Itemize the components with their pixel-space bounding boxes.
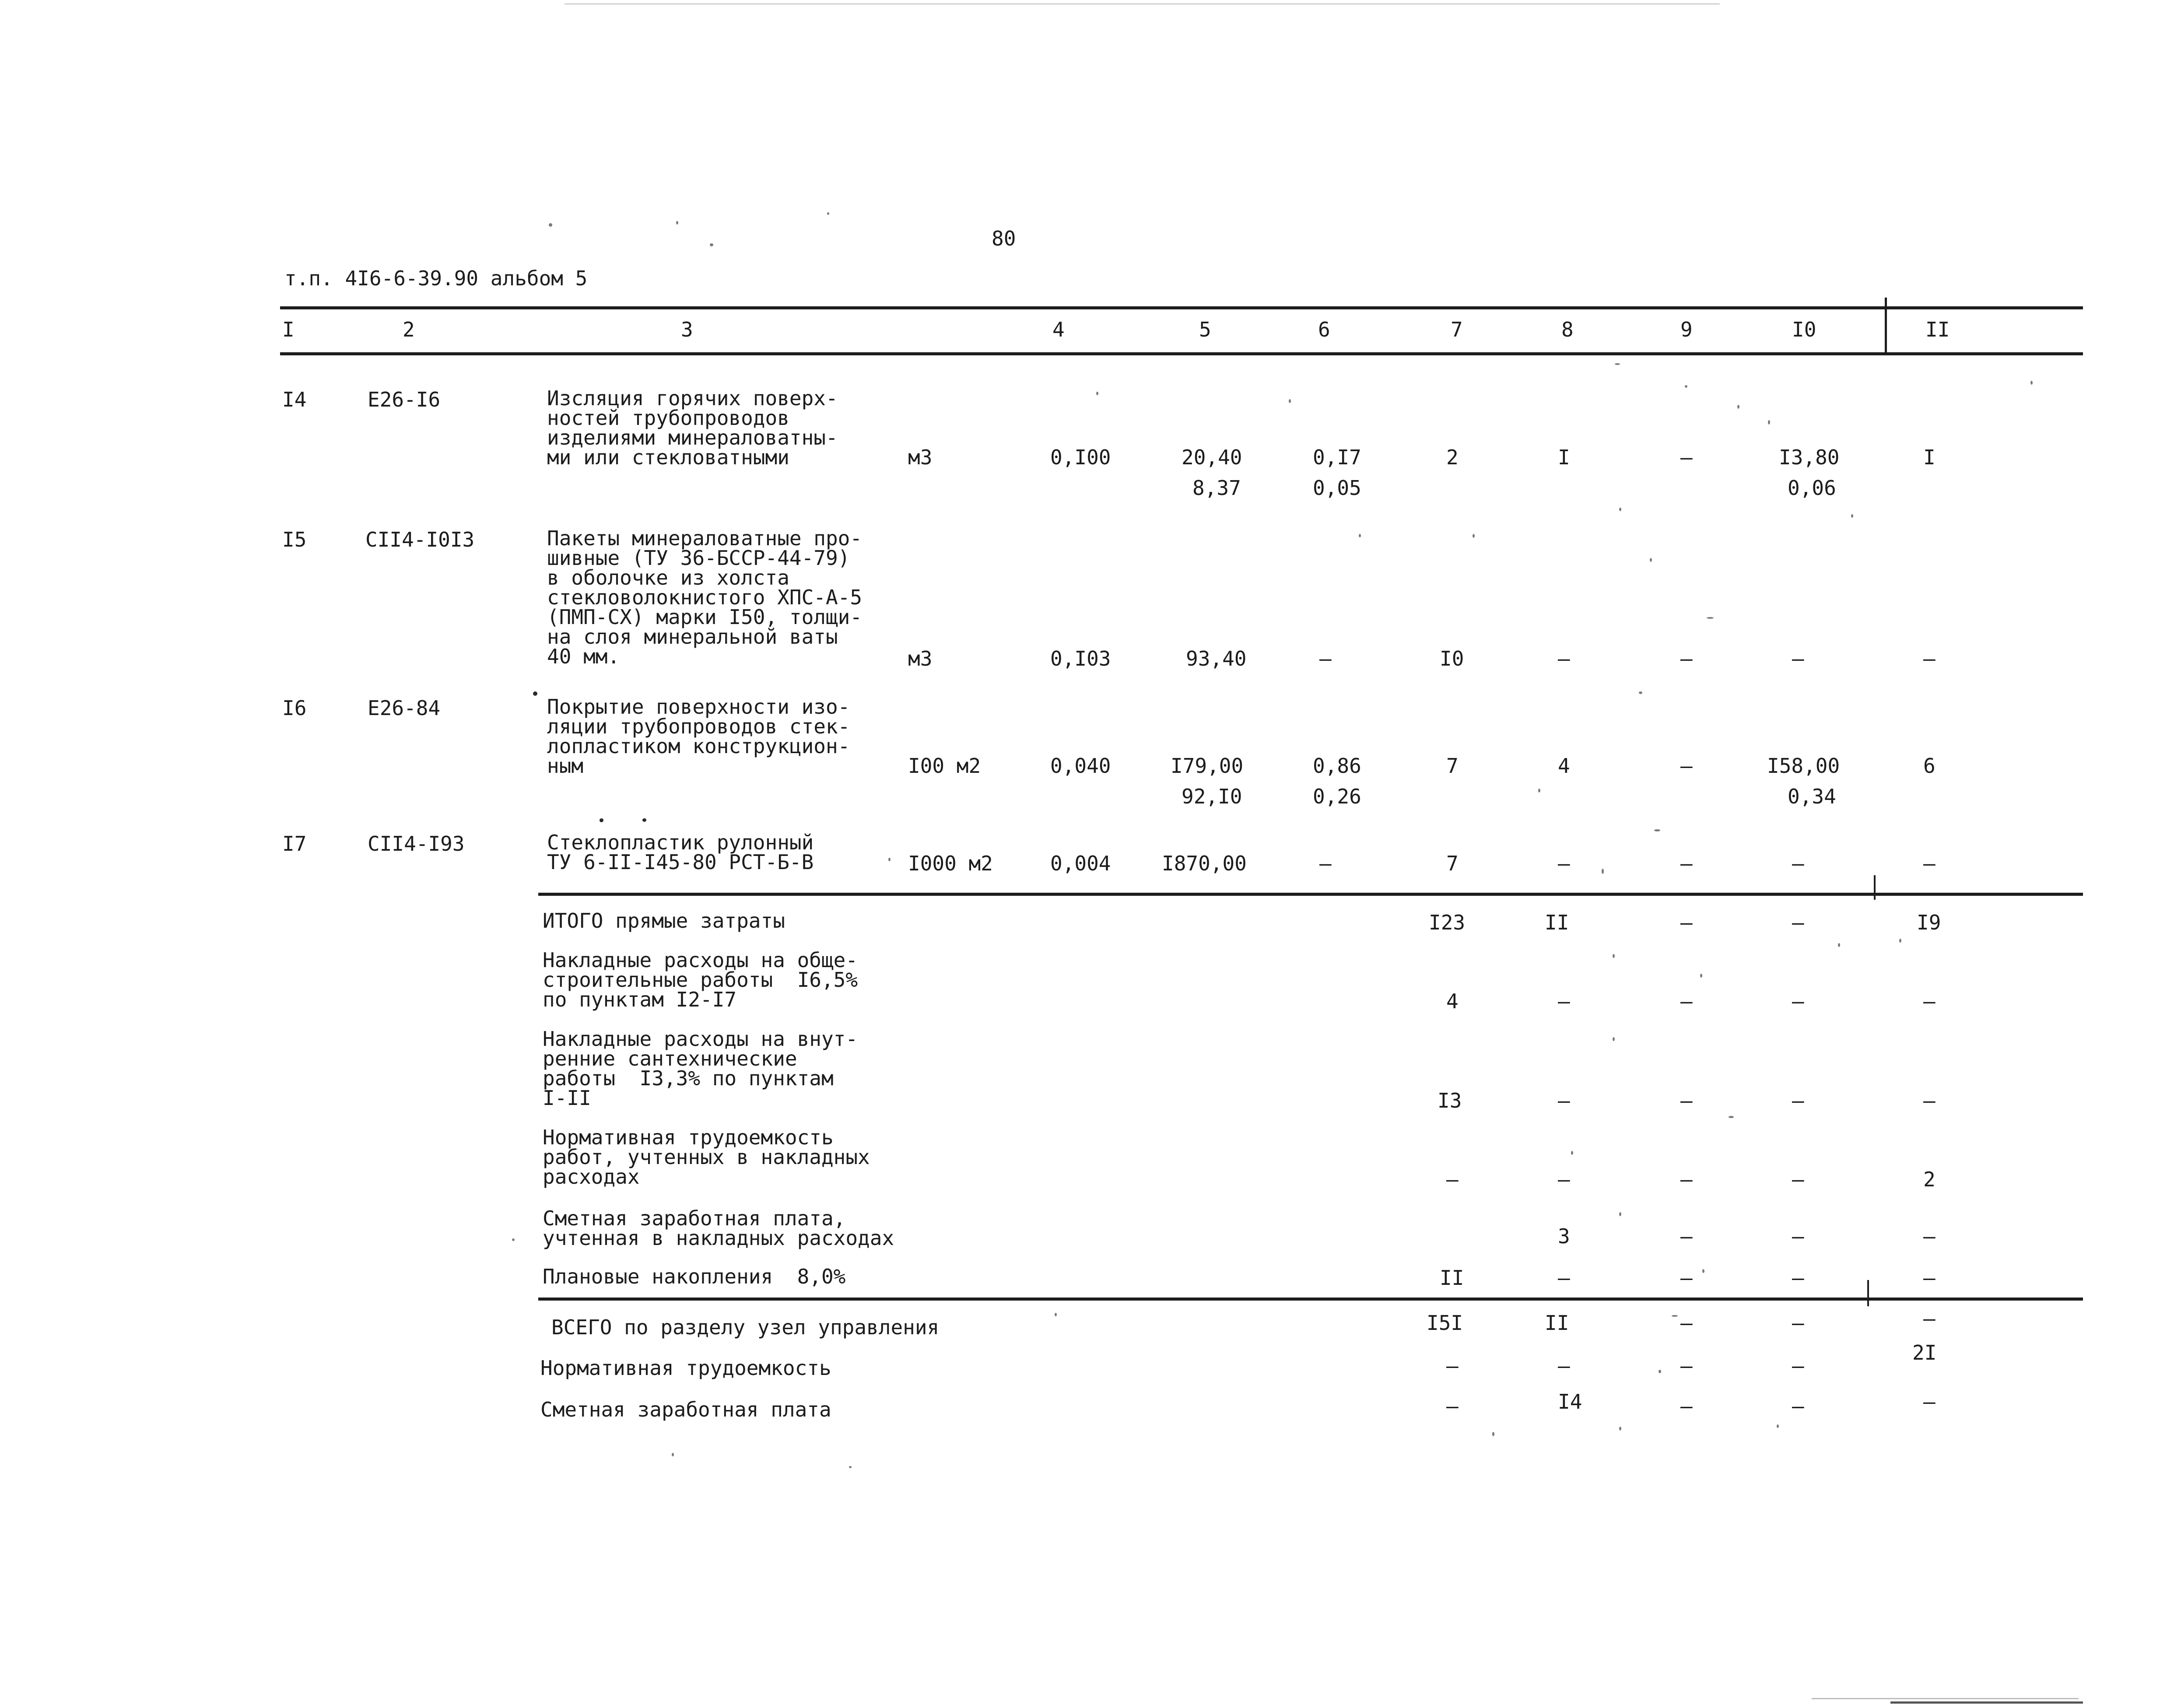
col-8-value: I: [1558, 445, 1570, 469]
scan-speck: [827, 212, 829, 215]
scan-speck: [1659, 1370, 1661, 1373]
col-11-value: –: [1923, 852, 1936, 875]
scan-speck: [1777, 1424, 1779, 1428]
scan-speck: [600, 818, 603, 822]
summary-label: Нормативная трудоемкость работ, учтенных в накладных расходах: [543, 1126, 870, 1189]
scan-edge-bottom: [1812, 1698, 2079, 1699]
col-8-value: II: [1545, 1311, 1569, 1335]
scan-speck: [1571, 1151, 1573, 1155]
summary-label: Накладные расходы на внут- ренние сантехнические работы I3,3% по пунктам I-II: [543, 1027, 858, 1110]
col-10-sub-value: 0,34: [1788, 785, 1836, 808]
col-8-value: –: [1558, 1354, 1570, 1378]
total-label: Нормативная трудоемкость: [540, 1356, 831, 1380]
col-header-3: 3: [681, 318, 693, 341]
col-8-value: 4: [1558, 754, 1570, 778]
col-9-value: –: [1680, 1394, 1693, 1418]
col-11-value: –: [1923, 989, 1936, 1013]
quantity: 0,I03: [1050, 647, 1111, 670]
scan-edge-bottom-dark: [1890, 1701, 2083, 1704]
scan-speck: [1613, 1037, 1615, 1041]
col-10-value: –: [1792, 647, 1804, 670]
tick-mark-2: [1867, 1280, 1869, 1306]
col-8-value: –: [1558, 1168, 1570, 1191]
col-8-value: I4: [1558, 1390, 1582, 1413]
total-label: ВСЕГО по разделу узел управления: [551, 1315, 940, 1339]
col-9-value: –: [1680, 1168, 1693, 1191]
scan-speck: [1639, 691, 1642, 694]
col-header-1: I: [282, 318, 295, 341]
col-11-value: –: [1923, 1390, 1936, 1413]
col-header-4: 4: [1052, 318, 1065, 341]
summary-label: ИТОГО прямые затраты: [543, 909, 785, 933]
scan-speck: [1737, 405, 1739, 409]
scan-speck: [1707, 617, 1714, 619]
col-11-value: –: [1923, 1266, 1936, 1290]
rate-code: Е26-84: [368, 696, 441, 720]
scan-speck: [1685, 385, 1687, 388]
rate-code: СII4-I0I3: [365, 528, 475, 551]
col-9-value: –: [1680, 1311, 1693, 1335]
table-rule-items-end: [538, 893, 2083, 896]
scan-speck: [1055, 1313, 1057, 1316]
col-7-value: 7: [1446, 754, 1459, 778]
work-description: Стеклопластик рулонный ТУ 6-II-I45-80 РСТ-Б-В: [547, 831, 814, 874]
col-10-value: –: [1792, 1354, 1804, 1378]
row-number: I7: [282, 832, 307, 856]
col-9-value: –: [1680, 911, 1693, 934]
col-7-value: I0: [1440, 647, 1464, 670]
col-8-value: 3: [1558, 1224, 1570, 1248]
scan-speck: [672, 1453, 674, 1456]
col-7-value: 4: [1446, 989, 1459, 1013]
work-description: Покрытие поверхности изо- ляции трубопроводов стек- лопластиком конструкцион- ным: [547, 695, 850, 778]
quantity: 0,004: [1050, 852, 1111, 875]
unit: I00 м2: [908, 754, 981, 778]
unit-cost-wage: 8,37: [1192, 476, 1241, 500]
col-10-value: –: [1792, 1394, 1804, 1418]
col-11-value: 6: [1923, 754, 1936, 778]
column-separator-11: [1885, 298, 1887, 354]
col-8-value: –: [1558, 1266, 1570, 1290]
col-9-value: –: [1680, 1224, 1693, 1248]
scan-speck: [888, 858, 891, 861]
col-10-value: –: [1792, 911, 1804, 934]
col-header-6: 6: [1318, 318, 1330, 341]
unit: м3: [908, 445, 933, 469]
col-header-10: I0: [1792, 318, 1816, 341]
table-rule-header-bottom: [280, 352, 2083, 355]
col-9-value: –: [1680, 647, 1693, 670]
scan-speck: [710, 243, 713, 246]
col-9-value: –: [1680, 1266, 1693, 1290]
work-description: Изсляция горячих поверх- ностей трубопроводов изделиями минераловатны- ми или стекловатными: [547, 386, 838, 469]
col-9-value: –: [1680, 989, 1693, 1013]
summary-label: Накладные расходы на обще- строительные работы I6,5% по пунктам I2-I7: [543, 948, 858, 1011]
tick-mark-1: [1874, 875, 1876, 900]
scan-speck: [642, 818, 646, 822]
col-7-value: 7: [1446, 852, 1459, 875]
unit: I000 м2: [908, 852, 993, 875]
col-header-11: II: [1925, 318, 1950, 341]
scan-speck: [549, 223, 552, 227]
col-10-value: –: [1792, 989, 1804, 1013]
col-11-value: –: [1923, 1307, 1936, 1330]
col-8-value: –: [1558, 852, 1570, 875]
quantity: 0,040: [1050, 754, 1111, 778]
total-label: Сметная заработная плата: [540, 1398, 831, 1421]
col-9-value: –: [1680, 754, 1693, 778]
scan-speck: [1613, 954, 1615, 958]
col-header-7: 7: [1451, 318, 1463, 341]
scan-speck: [1602, 869, 1604, 874]
col-7-value: –: [1446, 1354, 1459, 1378]
col-header-5: 5: [1199, 318, 1211, 341]
scan-speck: [1473, 534, 1475, 538]
unit-cost-wage: 92,I0: [1182, 785, 1242, 808]
total-cost-wage: 0,05: [1313, 476, 1361, 500]
scan-speck: [1838, 943, 1840, 947]
summary-label: Сметная заработная плата, учтенная в накладных расходах: [543, 1206, 894, 1250]
col-11-value: –: [1923, 1224, 1936, 1248]
scan-speck: [1768, 420, 1770, 424]
scan-speck: [1619, 1212, 1621, 1216]
col-9-value: –: [1680, 852, 1693, 875]
rate-code: Е26-I6: [368, 388, 441, 411]
col-7-value: –: [1446, 1394, 1459, 1418]
scan-speck: [1700, 974, 1702, 978]
unit: м3: [908, 647, 933, 670]
summary-label: Плановые накопления 8,0%: [543, 1265, 846, 1288]
col-header-9: 9: [1680, 318, 1693, 341]
scan-speck: [1729, 1116, 1734, 1118]
total-cost: 0,86: [1313, 754, 1361, 778]
scan-speck: [1096, 392, 1098, 395]
col-10-value: –: [1792, 1266, 1804, 1290]
unit-cost: I79,00: [1171, 754, 1244, 778]
col-10-value: –: [1792, 1224, 1804, 1248]
col-10-value: I58,00: [1767, 754, 1840, 778]
col-7-value: I3: [1438, 1089, 1462, 1112]
col-7-value: I23: [1429, 911, 1466, 934]
col-10-sub-value: 0,06: [1788, 476, 1836, 500]
col-11-value: 2I: [1912, 1341, 1937, 1364]
doc-reference: т.п. 4I6-6-39.90 альбом 5: [284, 267, 588, 290]
total-cost: –: [1319, 647, 1332, 670]
col-10-value: –: [1792, 1311, 1804, 1335]
scan-speck: [533, 691, 537, 696]
scan-speck: [1619, 508, 1621, 511]
page-number: 80: [992, 227, 1016, 250]
scan-speck: [1359, 534, 1361, 537]
total-cost: –: [1319, 852, 1332, 875]
scan-speck: [1702, 1269, 1704, 1273]
scan-speck: [1538, 789, 1540, 793]
row-number: I6: [282, 696, 307, 720]
col-11-value: I: [1923, 445, 1936, 469]
col-11-value: –: [1923, 1089, 1936, 1112]
unit-cost: 93,40: [1186, 647, 1247, 670]
col-8-value: –: [1558, 647, 1570, 670]
unit-cost: 20,40: [1182, 445, 1242, 469]
scan-speck: [512, 1238, 515, 1241]
col-9-value: –: [1680, 1089, 1693, 1112]
row-number: I5: [282, 528, 307, 551]
total-cost: 0,I7: [1313, 445, 1361, 469]
col-8-value: II: [1545, 911, 1569, 934]
col-9-value: –: [1680, 445, 1693, 469]
col-10-value: –: [1792, 852, 1804, 875]
col-11-value: 2: [1923, 1168, 1936, 1191]
scan-speck: [1899, 939, 1901, 943]
total-cost-wage: 0,26: [1313, 785, 1361, 808]
scan-speck: [1851, 514, 1853, 518]
row-number: I4: [282, 388, 307, 411]
col-8-value: –: [1558, 989, 1570, 1013]
col-10-value: –: [1792, 1168, 1804, 1191]
col-11-value: I9: [1917, 911, 1941, 934]
unit-cost: I870,00: [1162, 852, 1247, 875]
col-9-value: –: [1680, 1354, 1693, 1378]
table-rule-summary-end: [538, 1298, 2083, 1301]
rate-code: СII4-I93: [368, 832, 465, 856]
scan-speck: [2030, 381, 2033, 385]
scan-speck: [1672, 1315, 1678, 1317]
table-rule-top: [280, 306, 2083, 309]
col-7-value: 2: [1446, 445, 1459, 469]
scan-speck: [1492, 1432, 1494, 1436]
scan-speck: [1619, 1427, 1621, 1431]
col-11-value: –: [1923, 647, 1936, 670]
scan-speck: [1654, 829, 1660, 831]
scan-speck: [1650, 558, 1652, 562]
col-7-value: –: [1446, 1168, 1459, 1191]
quantity: 0,I00: [1050, 445, 1111, 469]
scan-speck: [1615, 363, 1620, 365]
scan-speck: [1289, 399, 1291, 403]
scan-speck: [676, 221, 678, 224]
col-header-2: 2: [403, 318, 415, 341]
col-10-value: –: [1792, 1089, 1804, 1112]
col-7-value: I5I: [1427, 1311, 1463, 1335]
col-8-value: –: [1558, 1089, 1570, 1112]
col-header-8: 8: [1561, 318, 1574, 341]
col-10-value: I3,80: [1779, 445, 1840, 469]
work-description: Пакеты минераловатные про- шивные (ТУ 36-БССР-44-79) в оболочке из холста стекловолокнистого ХПС-А-5 (ПМП-СХ) марки I50, толщи- на слоя минеральной ваты 40 мм.: [547, 526, 863, 668]
scan-speck: [849, 1466, 852, 1468]
col-7-value: II: [1440, 1266, 1464, 1290]
